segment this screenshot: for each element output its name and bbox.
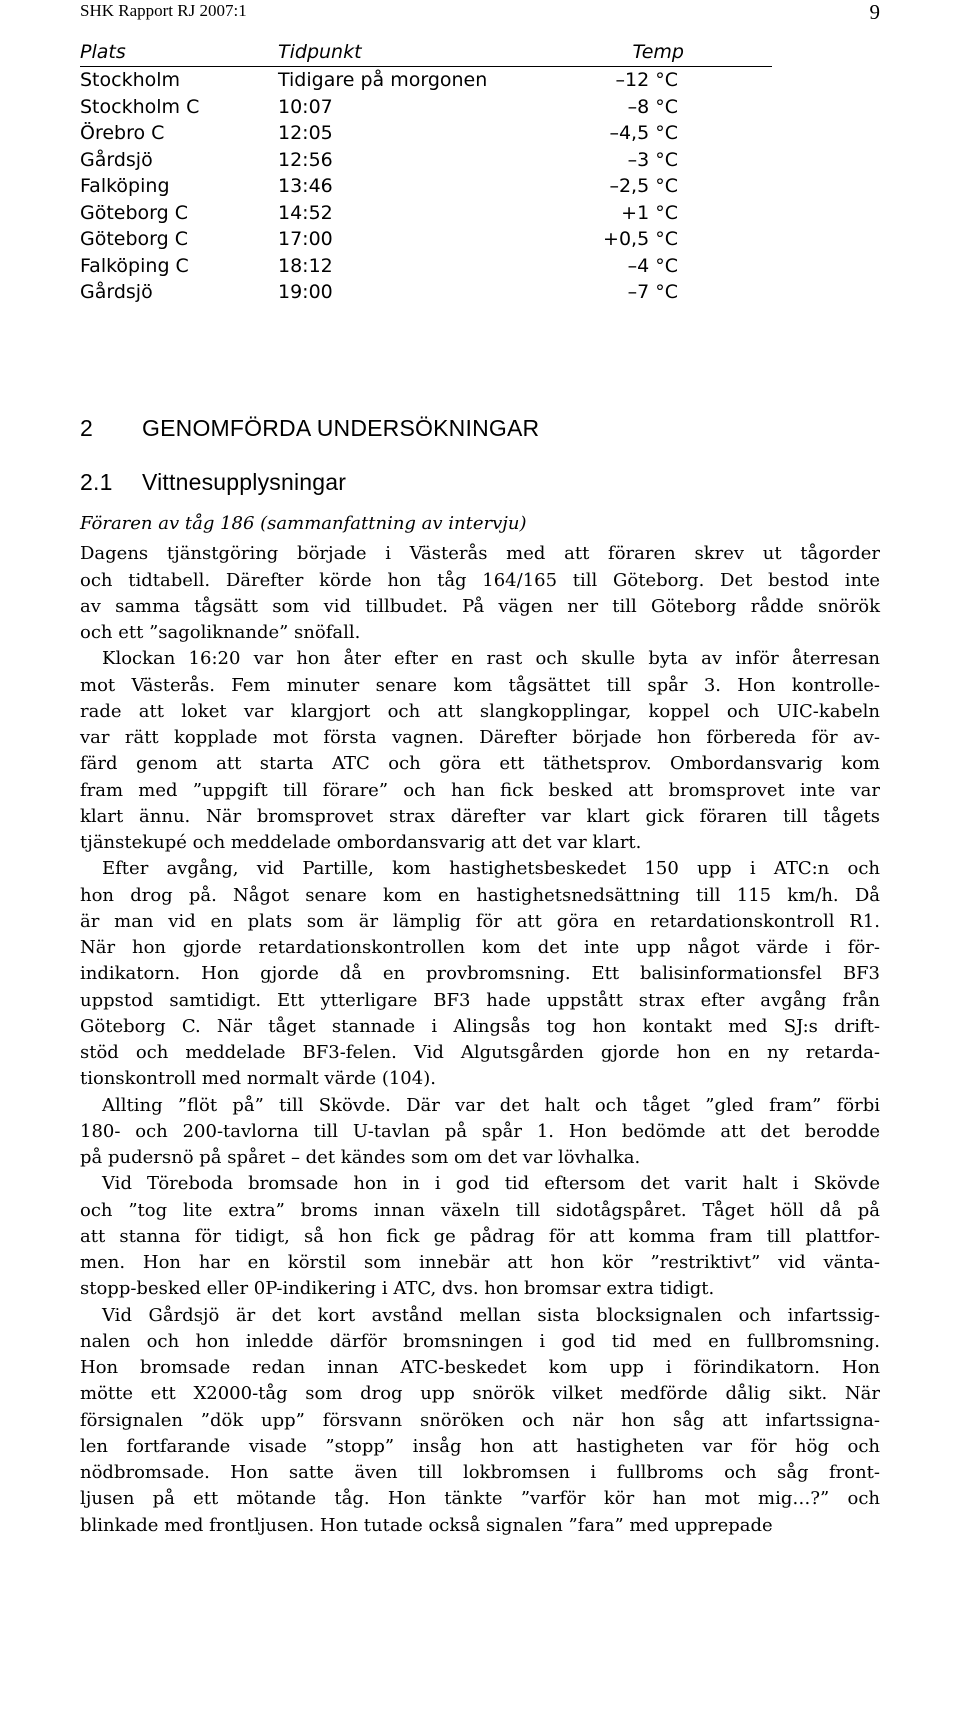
cell-place: Gårdsjö — [80, 148, 153, 171]
cell-temp: –4 °C — [627, 254, 678, 277]
text-line: och ”tog lite extra” broms innan växeln till sidotågspåret. Tåget höll då på — [80, 1199, 880, 1221]
text-line: Efter avgång, vid Partille, kom hastighetsbeskedet 150 upp i ATC:n och — [102, 858, 880, 880]
page-number: 9 — [869, 0, 880, 24]
paragraph — [80, 1171, 880, 1302]
text-line: var rätt kopplade mot första vagnen. Därefter började hon förbereda för av- — [80, 727, 880, 748]
text-line: försignalen ”dök upp” försvann snöröken och när hon såg att infartssigna- — [80, 1409, 880, 1431]
table-row — [80, 173, 772, 200]
subsection-number: 2.1 — [80, 469, 113, 495]
section-number: 2 — [80, 415, 93, 441]
cell-temp: –3 °C — [627, 148, 678, 171]
text-line: ljusen på ett mötande tåg. Hon tänkte ”varför kör han mot mig…?” och — [80, 1488, 880, 1510]
text-line: Hon bromsade redan innan ATC-beskedet kom upp i förindikatorn. Hon — [80, 1357, 880, 1378]
paragraph — [80, 1303, 880, 1539]
cell-place: Stockholm — [80, 69, 181, 91]
text-line: är man vid en plats som är lämplig för att göra en retardationskontroll R1. — [80, 910, 880, 932]
text-line: fram med ”uppgift till förare” och han fick besked att bromsprovet inte var — [80, 779, 880, 801]
text-line: nödbromsade. Hon satte även till lokbromsen i fullbroms och såg front- — [80, 1462, 880, 1483]
text-line: Vid Töreboda bromsade hon in i god tid eftersom det varit halt i Skövde — [102, 1173, 880, 1195]
cell-time: 19:00 — [278, 281, 333, 303]
subsection-heading — [80, 469, 346, 496]
table-row — [80, 94, 772, 121]
section-title: GENOMFÖRDA UNDERSÖKNINGAR — [142, 415, 540, 441]
cell-temp: –7 °C — [627, 281, 678, 303]
table-row — [80, 67, 772, 94]
paragraphs — [80, 541, 880, 1539]
column-header-time: Tidpunkt — [278, 38, 518, 67]
table-row — [80, 279, 772, 306]
text-line: färd genom att starta ATC och göra ett täthetsprov. Ombordansvarig kom — [80, 753, 880, 775]
cell-time: 12:56 — [278, 148, 333, 171]
text-line: nalen och hon inledde därför bromsningen i god tid med en fullbromsning. — [80, 1330, 880, 1352]
cell-place: Falköping C — [80, 254, 189, 277]
running-title: SHK Rapport RJ 2007:1 — [80, 1, 247, 20]
paragraph — [80, 1093, 880, 1172]
text-line: att stanna för tidigt, så hon fick ge pådrag för att komma fram till plattfor- — [80, 1225, 880, 1247]
cell-time: 10:07 — [278, 95, 333, 118]
paragraph — [80, 541, 880, 646]
text-line: mötte ett X2000-tåg som drog upp snörök vilket medförde dålig sikt. När — [80, 1383, 880, 1405]
cell-temp: –4,5 °C — [609, 122, 678, 144]
text-line: Dagens tjänstgöring började i Västerås med att föraren skrev ut tågorder — [80, 543, 880, 565]
table-row — [80, 147, 772, 174]
cell-place: Göteborg C — [80, 228, 189, 250]
text-line: klart ännu. När bromsprovet strax därefter var klart gick föraren till tågets — [80, 805, 880, 827]
table-row — [80, 200, 772, 227]
text-line: Allting ”flöt på” till Skövde. Där var det halt och tåget ”gled fram” förbi — [102, 1094, 880, 1116]
table-row — [80, 253, 772, 280]
column-header-place: Plats — [80, 38, 278, 67]
text-line: tionskontroll med normalt värde (104). — [80, 1068, 436, 1090]
text-line: och ett ”sagoliknande” snöfall. — [80, 622, 361, 643]
cell-place: Falköping — [80, 175, 170, 197]
interview-subtitle: Föraren av tåg 186 (sammanfattning av intervju) — [80, 513, 527, 534]
text-line: Göteborg C. När tåget stannade i Alingsås tog hon kontakt med SJ:s drift- — [80, 1015, 880, 1037]
text-line: stopp-besked eller 0P-indikering i ATC, dvs. hon bromsar extra tidigt. — [80, 1278, 715, 1300]
column-header-temp: Temp — [518, 38, 772, 67]
text-line: 180- och 200-tavlorna till U-tavlan på spår 1. Hon bedömde att det berodde — [80, 1120, 880, 1142]
text-line: men. Hon har en körstil som innebär att hon kör ”restriktivt” vid vänta- — [80, 1252, 880, 1273]
subsection-title: Vittnesupplysningar — [142, 469, 347, 495]
temperature-table — [80, 38, 772, 306]
text-line: indikatorn. Hon gjorde då en provbromsning. Ett balisinformationsfel BF3 — [80, 963, 880, 985]
text-line: När hon gjorde retardationskontrollen kom det inte upp något värde i för- — [80, 937, 880, 958]
cell-time: 18:12 — [278, 254, 333, 277]
page-header — [80, 0, 880, 24]
paragraph — [80, 856, 880, 1092]
text-line: uppstod samtidigt. Ett ytterligare BF3 hade uppstått strax efter avgång från — [80, 989, 880, 1011]
table-row — [80, 120, 772, 147]
cell-place: Gårdsjö — [80, 281, 153, 303]
paragraph — [80, 646, 880, 856]
cell-temp: –2,5 °C — [609, 175, 678, 197]
text-line: mot Västerås. Fem minuter senare kom tågsättet till spår 3. Hon kontrolle- — [80, 674, 880, 696]
text-line: av samma tågsätt som vid tillbudet. På vägen ner till Göteborg rådde snörök — [80, 595, 880, 617]
text-line: hon drog på. Något senare kom en hastighetsnedsättning till 115 km/h. Då — [80, 884, 880, 906]
text-line: tjänstekupé och meddelade ombordansvarig att det var klart. — [80, 832, 642, 853]
body-text — [80, 511, 880, 1539]
text-line: och tidtabell. Därefter körde hon tåg 164/165 till Göteborg. Det bestod inte — [80, 569, 880, 591]
cell-time: Tidigare på morgonen — [278, 69, 488, 91]
text-line: blinkade med frontljusen. Hon tutade också signalen ”fara” med upprepade — [80, 1514, 773, 1536]
table-body — [80, 67, 772, 306]
table-header-row — [80, 38, 772, 67]
cell-place: Örebro C — [80, 122, 165, 144]
text-line: len fortfarande visade ”stopp” insåg hon att hastigheten var för hög och — [80, 1435, 880, 1457]
cell-time: 17:00 — [278, 228, 333, 250]
cell-time: 13:46 — [278, 175, 333, 197]
cell-place: Stockholm C — [80, 95, 200, 118]
text-line: Vid Gårdsjö är det kort avstånd mellan sista blocksignalen och infartssig- — [102, 1304, 880, 1326]
cell-time: 12:05 — [278, 122, 333, 144]
cell-temp: –12 °C — [615, 69, 678, 91]
cell-place: Göteborg C — [80, 201, 189, 224]
text-line: stöd och meddelade BF3-felen. Vid Algutsgården gjorde hon en ny retarda- — [80, 1042, 880, 1063]
text-line: på pudersnö på spåret – det kändes som om det var lövhalka. — [80, 1147, 641, 1168]
cell-time: 14:52 — [278, 201, 333, 224]
table-row — [80, 226, 772, 253]
section-heading — [80, 415, 539, 442]
text-line: rade att loket var klargjort och att slangkopplingar, koppel och UIC-kabeln — [80, 700, 880, 722]
cell-temp: +0,5 °C — [603, 228, 678, 250]
cell-temp: +1 °C — [621, 201, 678, 224]
text-line: Klockan 16:20 var hon åter efter en rast och skulle byta av inför återresan — [102, 648, 880, 670]
cell-temp: –8 °C — [627, 95, 678, 118]
